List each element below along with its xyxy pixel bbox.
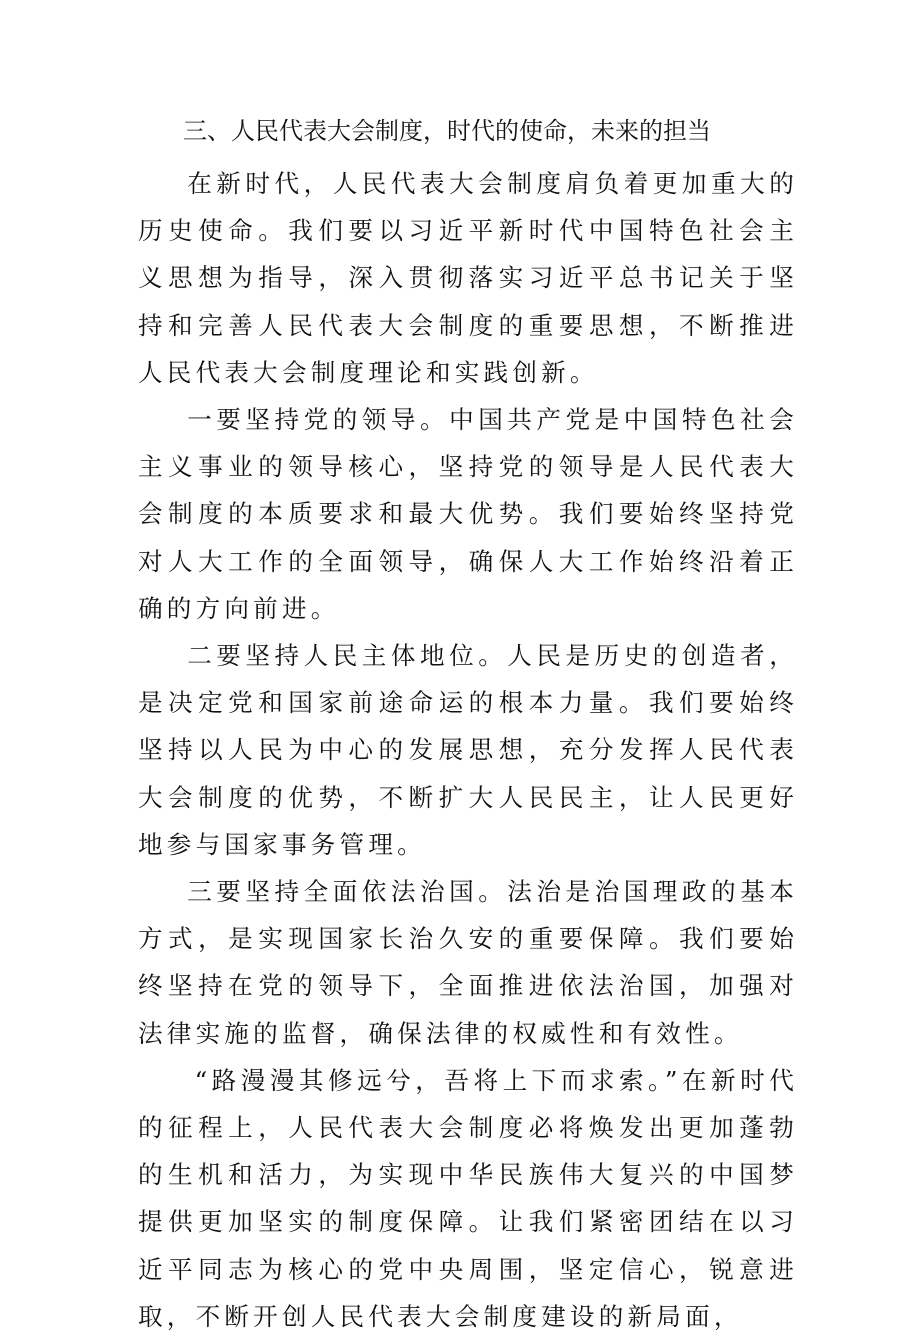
paragraph-people-centered: 二要坚持人民主体地位。人民是历史的创造者，是决定党和国家前途命运的根本力量。我们要始终坚持以人民为中心的发展思想，充分发挥人民代表大会制度的优势，不断扩大人民民主，让人民更好地参与国家事务管理。: [138, 641, 798, 859]
paragraph-intro: 在新时代，人民代表大会制度肩负着更加重大的历史使命。我们要以习近平新时代中国特色社会主义思想为指导，深入贯彻落实习近平总书记关于坚持和完善人民代表大会制度的重要思想，不断推进人民代表大会制度理论和实践创新。: [138, 169, 798, 387]
paragraph-closing: “路漫漫其修远兮，吾将上下而求索。”在新时代的征程上，人民代表大会制度必将焕发出更加蓬勃的生机和活力，为实现中华民族伟大复兴的中国梦提供更加坚实的制度保障。让我们紧密团结在以习近平同志为核心的党中央周围，坚定信心，锐意进取，不断开创人民代表大会制度建设的新局面，: [138, 1065, 798, 1331]
paragraph-party-leadership: 一要坚持党的领导。中国共产党是中国特色社会主义事业的领导核心，坚持党的领导是人民代表大会制度的本质要求和最大优势。我们要始终坚持党对人大工作的全面领导，确保人大工作始终沿着正确的方向前进。: [138, 405, 798, 623]
document-body: [138, 160, 798, 1340]
paragraph-rule-of-law: 三要坚持全面依法治国。法治是治国理政的基本方式，是实现国家长治久安的重要保障。我们要始终坚持在党的领导下，全面推进依法治国，加强对法律实施的监督，确保法律的权威性和有效性。: [138, 877, 798, 1048]
section-heading: 三、人民代表大会制度，时代的使命，未来的担当: [183, 117, 711, 145]
